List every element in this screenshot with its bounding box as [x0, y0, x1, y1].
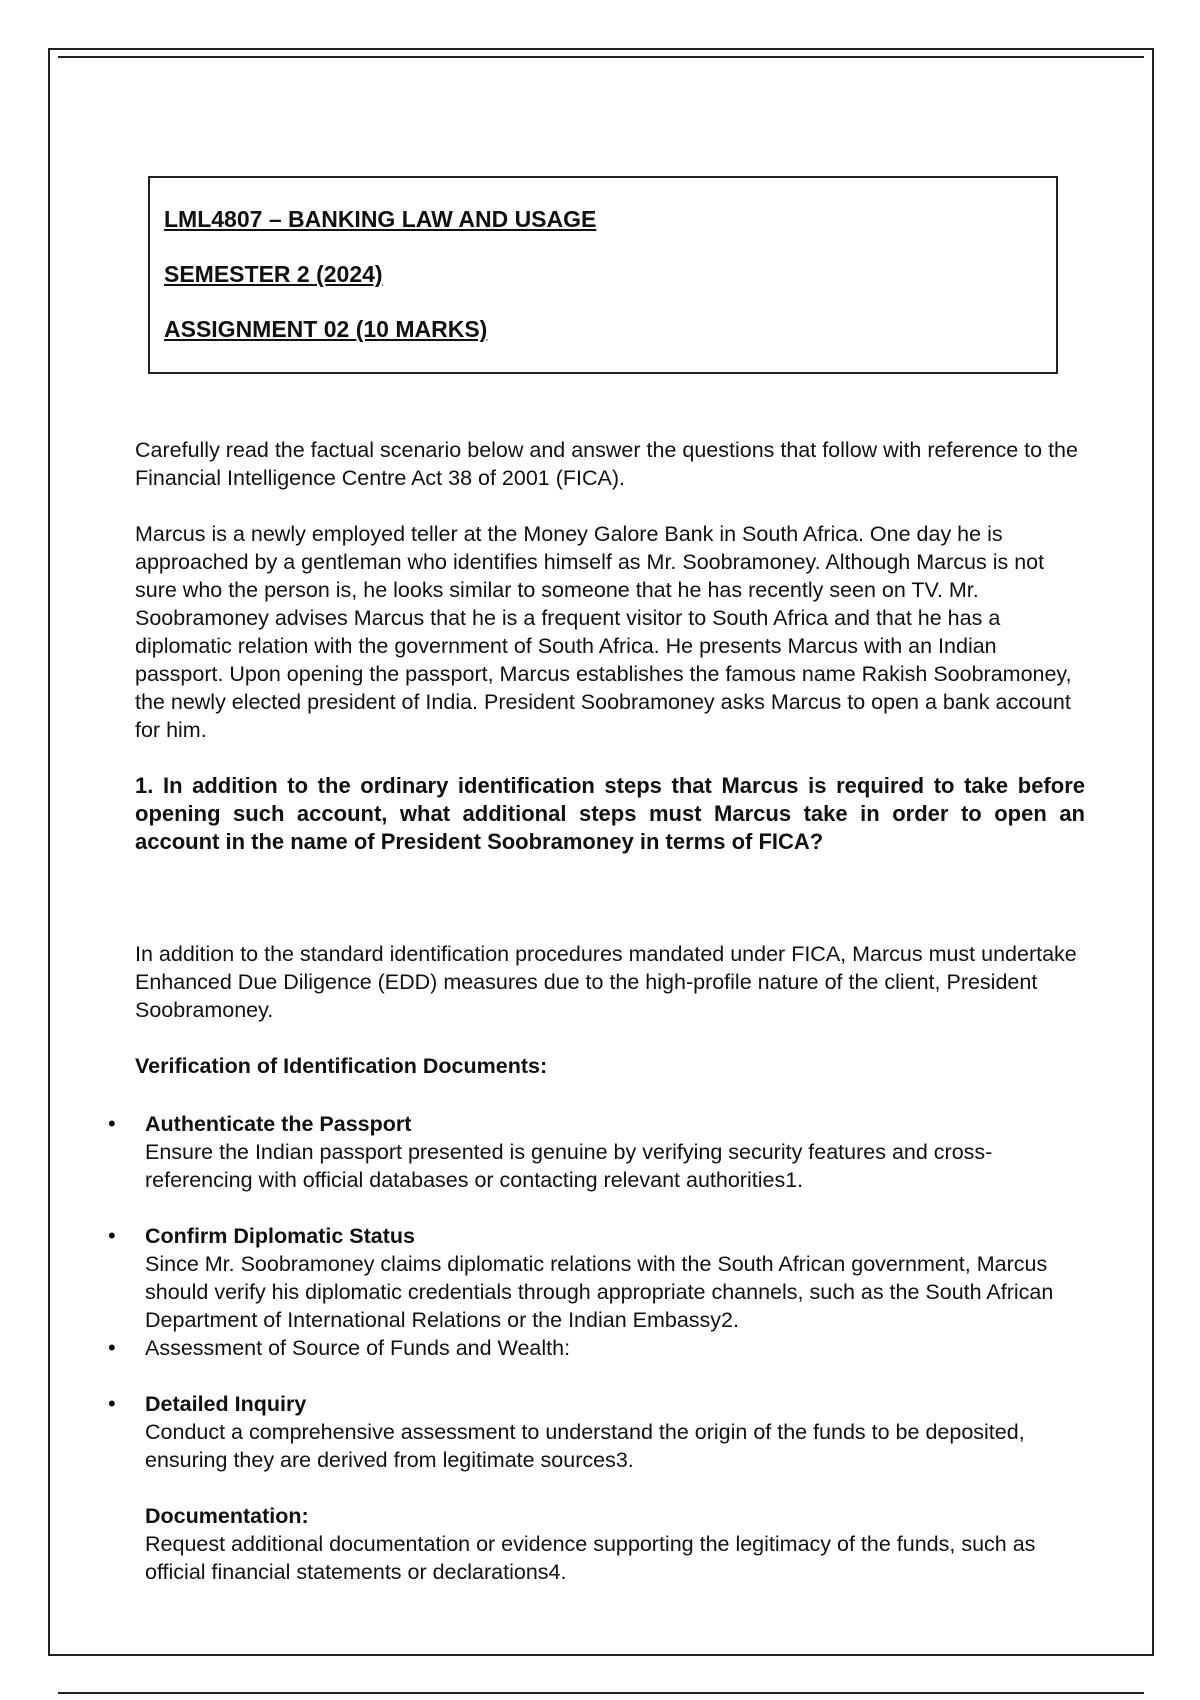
scenario-paragraph: Marcus is a newly employed teller at the Money Galore Bank in South Africa. One day he is approached by a gentleman who identifies himself as Mr. Soobramoney. Although Marcus is not sure who the person is, he looks similar to someone that he has recently seen on TV. Mr. Soobramoney advises Marcus that he is a frequent visitor to South Africa and that he has a diplomatic relation with the government of South Africa. He presents Marcus with an Indian passport. Upon opening the passport, Marcus establishes the famous name Rakish Soobramoney, the newly elected president of India. President Soobramoney asks Marcus to open a bank account for him.	[135, 522, 1072, 742]
title-box	[148, 176, 1058, 374]
answer-intro: In addition to the standard identification procedures mandated under FICA, Marcus must undertake Enhanced Due Diligence (EDD) measures due to the high-profile nature of the client, President Soobramoney.	[135, 942, 1077, 1022]
course-title: LML4807 – BANKING LAW AND USAGE	[164, 206, 597, 232]
bullet-text: • Assessment of Source of Funds and Wealth:	[145, 1336, 571, 1360]
list-item	[135, 1390, 1085, 1474]
bullet-text: Conduct a comprehensive assessment to understand the origin of the funds to be deposited, ensuring they are derived from legitimate sources3.	[145, 1420, 1025, 1472]
assignment-title: ASSIGNMENT 02 (10 MARKS)	[164, 316, 488, 342]
semester-title: SEMESTER 2 (2024)	[164, 261, 383, 287]
bullet-title: • Confirm Diplomatic Status	[145, 1224, 415, 1248]
question-1: 1. In addition to the ordinary identification steps that Marcus is required to take before opening such account, what additional steps must Marcus take in order to open an account in the name of President Soobramoney in terms of FICA?	[135, 773, 1085, 854]
documentation-block	[135, 1502, 1085, 1586]
document-body	[135, 436, 1085, 1586]
top-rule	[58, 56, 1144, 58]
instructions-paragraph: Carefully read the factual scenario below and answer the questions that follow with reference to the Financial Intelligence Centre Act 38 of 2001 (FICA).	[135, 438, 1078, 490]
bottom-rule	[58, 1692, 1144, 1694]
list-item	[135, 1110, 1085, 1194]
bullet-title: • Authenticate the Passport	[145, 1112, 412, 1136]
list-item	[135, 1222, 1085, 1334]
documentation-text: Request additional documentation or evidence supporting the legitimacy of the funds, such as official financial statements or declarations4.	[145, 1532, 1036, 1584]
documentation-title: Documentation:	[145, 1504, 309, 1528]
section-heading-verification: Verification of Identification Documents:	[135, 1054, 548, 1078]
bullet-text: Ensure the Indian passport presented is genuine by verifying security features and cross-referencing with official databases or contacting relevant authorities1.	[145, 1140, 993, 1192]
list-item	[135, 1334, 1085, 1362]
bullet-list	[135, 1110, 1085, 1474]
bullet-title: • Detailed Inquiry	[145, 1392, 307, 1416]
bullet-text: Since Mr. Soobramoney claims diplomatic relations with the South African government, Marcus should verify his diplomatic credentials through appropriate channels, such as the South African Department of International Relations or the Indian Embassy2.	[145, 1252, 1054, 1332]
